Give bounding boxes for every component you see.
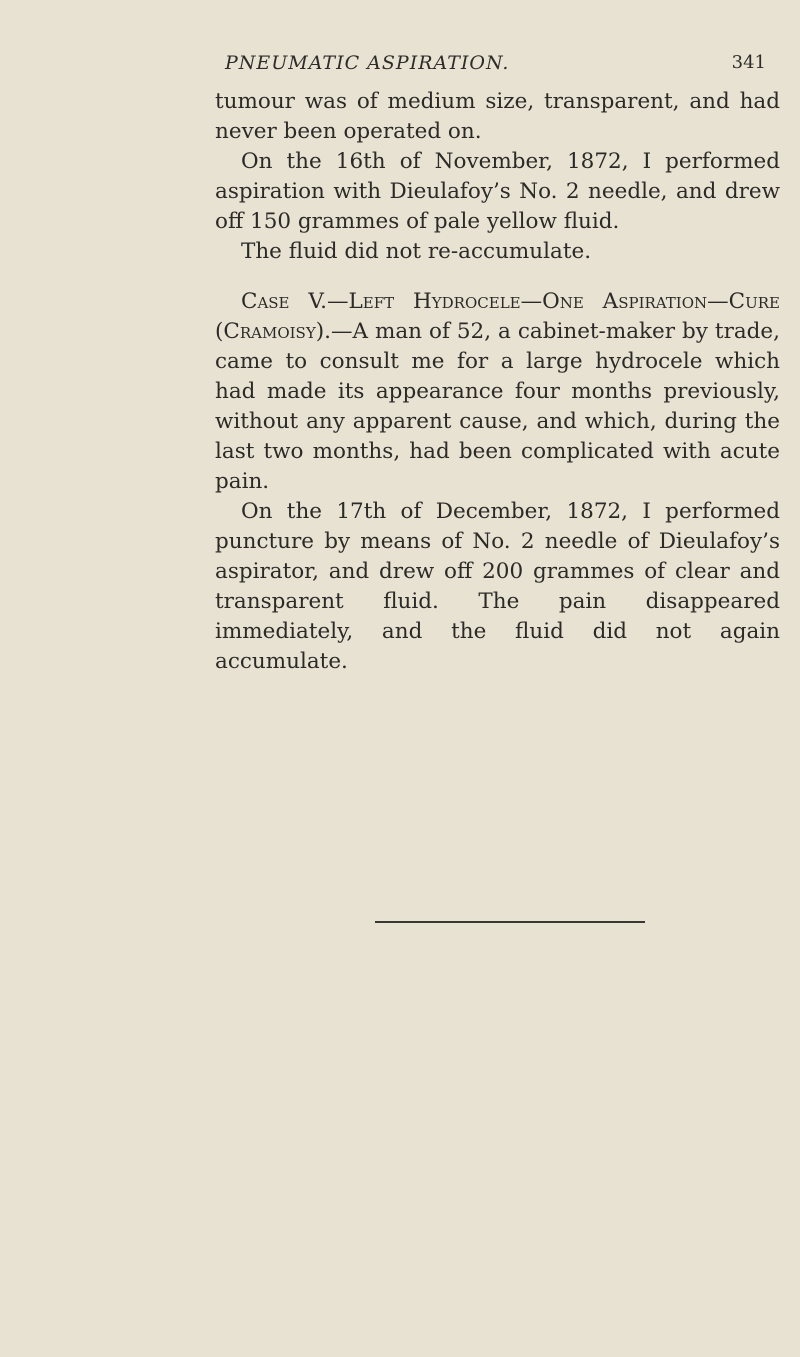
running-title: PNEUMATIC ASPIRATION.	[225, 52, 510, 74]
section-end-rule	[375, 921, 645, 923]
body-text	[215, 87, 780, 677]
case-heading: Case V.—Left Hydrocele—One Aspiration—Cure (Cramoisy).	[215, 289, 780, 344]
paragraph-aspiration: On the 16th of November, 1872, I performed aspiration with Dieulafoy’s No. 2 needle, and drew off 150 grammes of pale yellow fluid.	[215, 149, 780, 234]
paragraph-no-reaccumulation: The fluid did not re-accumulate.	[241, 239, 592, 264]
case-description: —A man of 52, a cabinet-maker by trade, came to consult me for a large hydrocele which had made its appearance four months previously, without any apparent cause, and which, during the last two months, had been complicated with acute pain.	[215, 319, 780, 494]
page-number: 341	[731, 52, 766, 73]
paragraph-case-v	[215, 287, 780, 497]
paragraph-puncture: On the 17th of December, 1872, I performed puncture by means of No. 2 needle of Dieulafoy’s aspirator, and drew off 200 grammes of clear and transparent fluid. The pain disappeared immediately, and the fluid did not again accumulate.	[215, 499, 780, 674]
paragraph-tumour: tumour was of medium size, transparent, and had never been operated on.	[215, 89, 780, 144]
